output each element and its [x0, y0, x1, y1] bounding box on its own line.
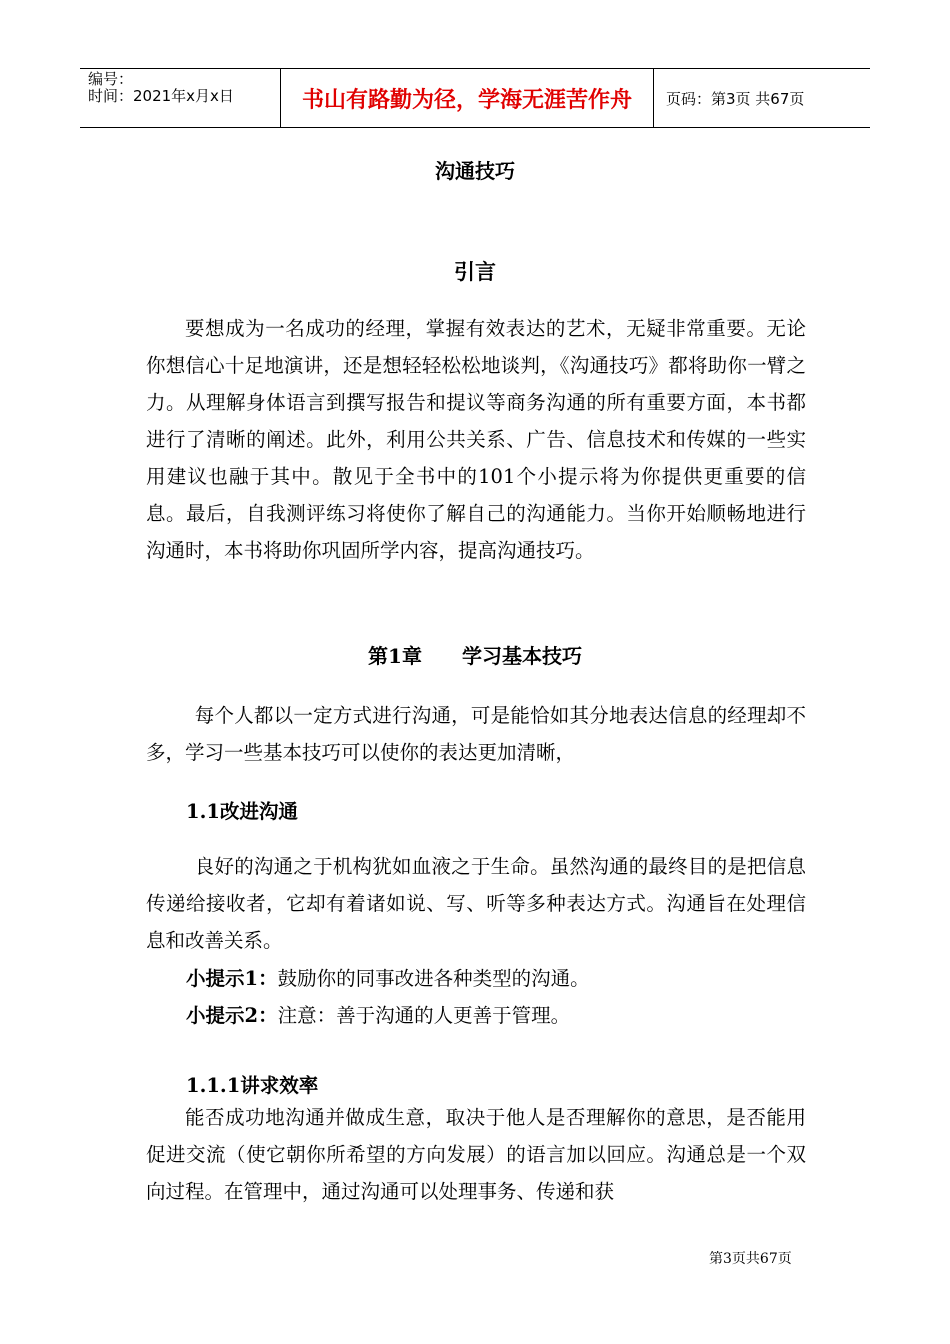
section-heading: 1.1改进沟通 — [186, 800, 298, 823]
header-motto: 书山有路勤为径，学海无涯苦作舟 — [281, 69, 654, 127]
page-footer: 第3页共67页 — [709, 1251, 792, 1267]
header-page-info: 页码：第3页 共67页 — [666, 89, 805, 108]
section-paragraph: 良好的沟通之于机构犹如血液之于生命。虽然沟通的最终目的是把信息传递给接收者，它却有着诸如说、写、听等多种表达方式。沟通旨在处理信息和改善关系。 — [146, 855, 806, 952]
intro-paragraph: 要想成为一名成功的经理，掌握有效表达的艺术，无疑非常重要。无论你想信心十足地演讲，还是想轻轻松松地谈判，《沟通技巧》都将助你一臂之力。从理解身体语言到撰写报告和提议等商务沟通的所有重要方面，本书都进行了清晰的阐述。此外，利用公共关系、广告、信息技术和传媒的一些实用建议也融于其中。散见于全书中的101个小提示将为你提供更重要的信息。最后，自我测评练习将使你了解自己的沟通能力。当你开始顺畅地进行沟通时，本书将助你巩固所学内容，提高沟通技巧。 — [146, 317, 806, 562]
subsection-paragraph: 能否成功地沟通并做成生意，取决于他人是否理解你的意思，是否能用促进交流（使它朝你所希望的方向发展）的语言加以回应。沟通总是一个双向过程。在管理中，通过沟通可以处理事务、传递和获 — [146, 1106, 806, 1203]
tip-1-label: 小提示1： — [186, 967, 278, 990]
tip-2 — [186, 1000, 570, 1028]
tip-1-text: 鼓励你的同事改进各种类型的沟通。 — [277, 967, 590, 990]
tip-2-text: 注意：善于沟通的人更善于管理。 — [277, 1004, 571, 1027]
chapter-paragraph: 每个人都以一定方式进行沟通，可是能恰如其分地表达信息的经理却不多，学习一些基本技巧可以使你的表达更加清晰， — [146, 704, 806, 764]
tip-1 — [186, 963, 590, 991]
header-time: 时间：2021年x月x日 — [88, 87, 234, 105]
chapter-heading: 第1章 学习基本技巧 — [368, 644, 582, 668]
header-meta — [80, 69, 281, 127]
doc-title: 沟通技巧 — [435, 159, 515, 183]
tip-2-label: 小提示2： — [186, 1004, 278, 1027]
page-header — [80, 68, 870, 128]
header-number: 编号： — [88, 70, 134, 88]
subsection-heading: 1.1.1讲求效率 — [186, 1074, 319, 1097]
intro-heading: 引言 — [454, 259, 496, 284]
